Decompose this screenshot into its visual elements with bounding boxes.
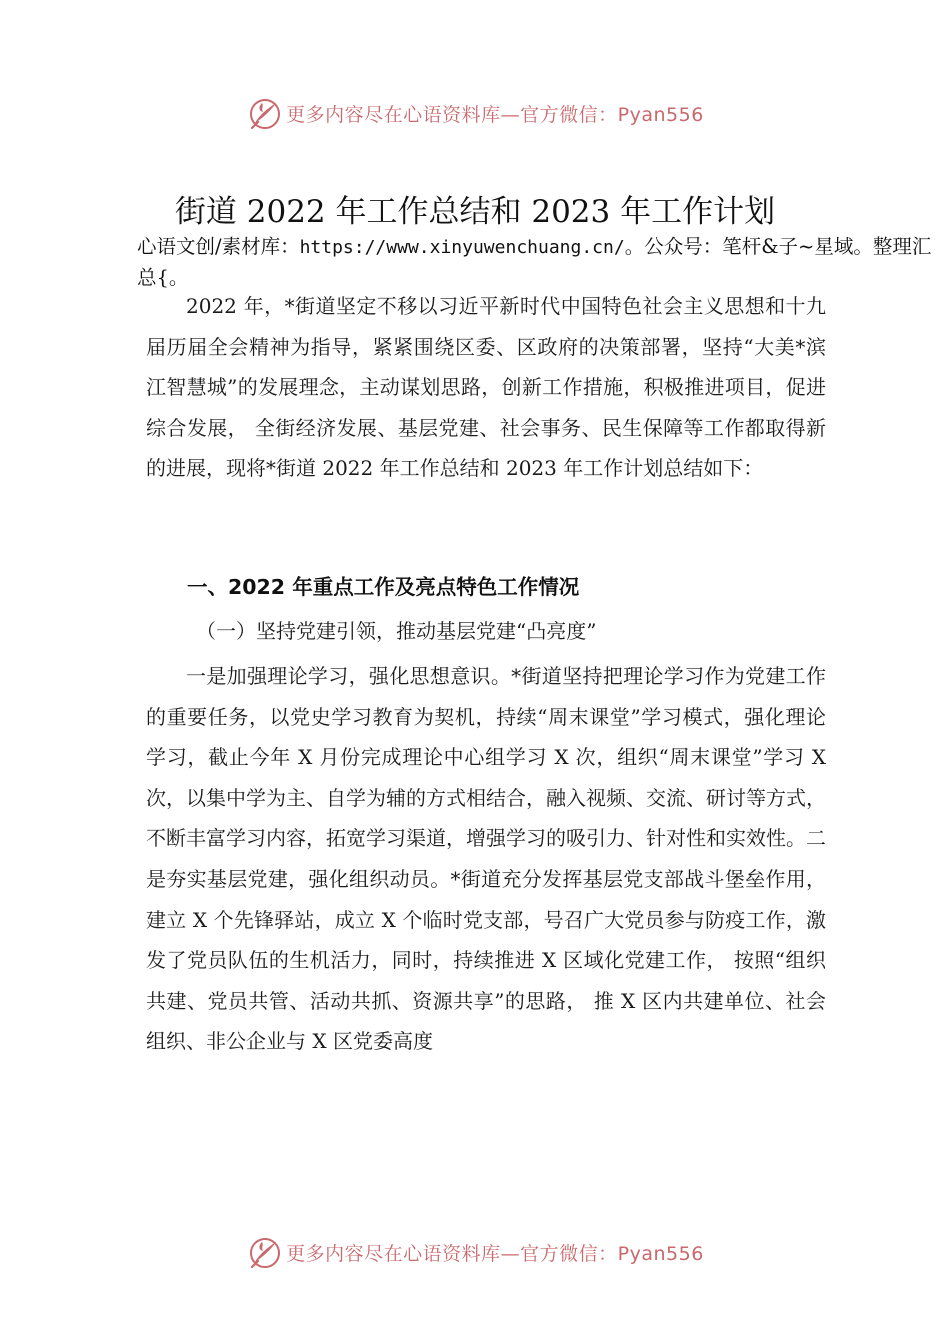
document-title: 街道 2022 年工作总结和 2023 年工作计划: [174, 194, 776, 230]
watermark-label: 更多内容尽在心语资料库—官方微信：: [286, 103, 618, 126]
flame-pen-logo-icon: [246, 1234, 282, 1270]
section-heading: 一、2022 年重点工作及亮点特色工作情况: [187, 575, 580, 599]
watermark-text: [286, 1239, 704, 1266]
source-url: https://www.xinyuwenchuang.cn/: [299, 237, 625, 258]
body-paragraph: 一是加强理论学习，强化思想意识。*街道坚持把理论学习作为党建工作的重要任务，以党史学习教育为契机，持续“周末课堂”学习模式，强化理论学习，截止今年 X 月份完成理论中心组学习 X 次，组织“周末课堂”学习 X 次，以集中学为主、自学为辅的方式相结合，融入视频、交流、研讨等方式，不断丰富学习内容，拓宽学习渠道，增强学习的吸引力、针对性和实效性。二是夯实基层党建，强化组织动员。*街道充分发挥基层党支部战斗堡垒作用，建立 X 个先锋驿站，成立 X 个临时党支部，号召广大党员参与防疫工作，激发了党员队伍的生机活力，同时，持续推进 X 区域化党建工作， 按照“组织共建、党员共管、活动共抓、资源共享”的思路， 推 X 区内共建单位、社会组织、非公企业与 X 区党委高度: [146, 664, 826, 1054]
watermark-handle: Pyan556: [617, 1242, 704, 1265]
watermark-label: 更多内容尽在心语资料库—官方微信：: [286, 1242, 618, 1265]
header-watermark-banner: [0, 93, 950, 133]
footer-watermark-banner: [0, 1232, 950, 1272]
source-prefix: 心语文创/素材库：: [137, 235, 300, 258]
source-suffix: 。公众号：笔杆&子~星域。整理汇总{。: [137, 235, 932, 289]
subsection-heading: （一）坚持党建引领，推动基层党建“凸亮度”: [196, 619, 597, 643]
watermark-text: [286, 100, 704, 127]
source-line: [137, 232, 937, 293]
flame-pen-logo-icon: [246, 95, 282, 131]
watermark-handle: Pyan556: [617, 103, 704, 126]
intro-paragraph: 2022 年，*街道坚定不移以习近平新时代中国特色社会主义思想和十九届历届全会精神为指导，紧紧围绕区委、区政府的决策部署，坚持“大美*滨江智慧城”的发展理念，主动谋划思路，创新工作措施，积极推进项目，促进综合发展， 全街经济发展、基层党建、社会事务、民生保障等工作都取得新的进展，现将*街道 2022 年工作总结和 2023 年工作计划总结如下：: [146, 294, 826, 481]
